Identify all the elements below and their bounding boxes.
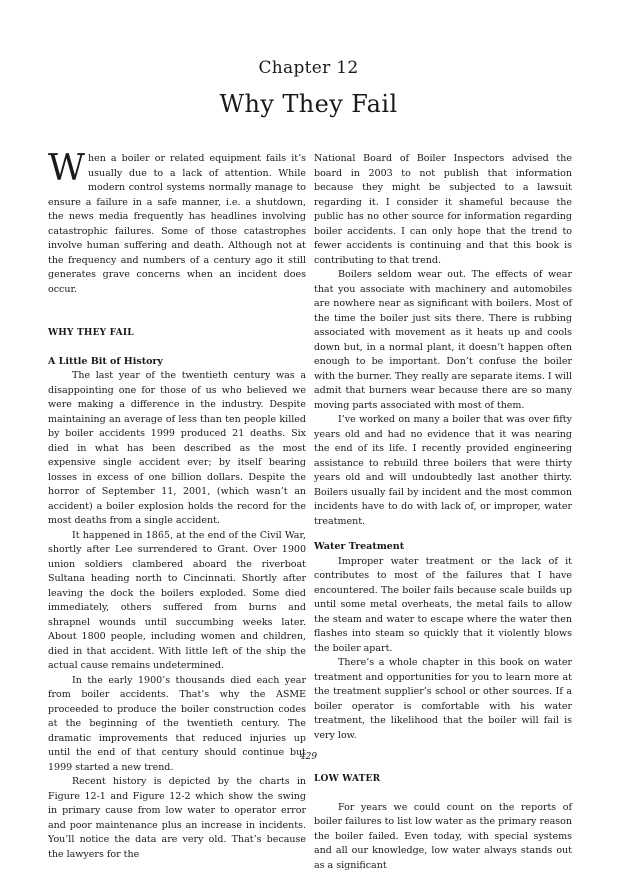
paragraph: I’ve worked on many a boiler that was over fifty years old and had no evidence that it was nearing the end of its life. I recently provided engineering assistance to rebuild three boilers that were thirty years old and will undoubtedly last another thirty. Boilers usually fail by incident and the most common incidents have to do with lack of, or improper, water treatment. xyxy=(314,413,572,529)
paragraph: The last year of the twentieth century was a disappointing one for those of us who believed we were making a difference in the industry. Despite maintaining an average of less than ten people killed by boiler accidents 1999 produced 21 deaths. Six died in what has been described as the most expensive single accident ever; by itself bearing losses in excess of one billion dollars. Despite the horror of September 11, 2001, (which wasn’t an accident) a boiler explosion holds the record for the most deaths from a single accident. xyxy=(48,369,306,529)
chapter-title: Why They Fail xyxy=(0,90,617,118)
paragraph: For years we could count on the reports of boiler failures to list low water as the primary reason the boiler failed. Even today, with special systems and all our knowledge, low water always stands out as a significant xyxy=(314,801,572,873)
right-column xyxy=(314,152,572,873)
chapter-label: Chapter 12 xyxy=(0,58,617,78)
paragraph: Improper water treatment or the lack of it contributes to most of the failures that I have encountered. The boiler fails because scale builds up until some metal overheats, the metal fails to allow the steam and water to escape where the water then flashes into steam so quickly that it violently blows the boiler apart. xyxy=(314,555,572,657)
intro-text: hen a boiler or related equipment fails it’s usually due to a lack of attention. While modern control systems normally manage to ensure a failure in a safe manner, i.e. a shutdown, the news media frequently has headlines involving catastrophic failures. Some of those catastrophes involve human suffering and death. Although not at the frequency and numbers of a century ago it still generates grave concerns when an incident does occur. xyxy=(48,153,306,295)
page-number: 429 xyxy=(0,752,617,762)
paragraph: It happened in 1865, at the end of the Civil War, shortly after Lee surrendered to Grant. Over 1900 union soldiers clambered aboard the riverboat Sultana heading north to Cincinnati. Shortly after leaving the dock the boilers exploded. Some died immediately, others suffered from burns and shrapnel wounds until succumbing weeks later. About 1800 people, including women and children, died in that accident. With little left of the ship the actual cause remains undetermined. xyxy=(48,529,306,674)
paragraph: Recent history is depicted by the charts in Figure 12-1 and Figure 12-2 which show the swing in primary cause from low water to operator error and poor maintenance plus an increase in incidents. You’ll notice the data are very old. That’s because the lawyers for the xyxy=(48,775,306,862)
paragraph: There’s a whole chapter in this book on water treatment and opportunities for you to learn more at the treatment supplier’s school or other sources. If a boiler operator is comfortable with his water treatment, the likelihood that the boiler will fail is very low. xyxy=(314,656,572,743)
section-heading-why-they-fail: WHY THEY FAIL xyxy=(48,326,306,341)
paragraph: In the early 1900’s thousands died each year from boiler accidents. That’s why the ASME proceeded to produce the boiler construction codes at the beginning of the twentieth century. The dramatic improvements that reduced injuries up until the end of that century should continue but 1999 started a new trend. xyxy=(48,674,306,776)
section-heading-low-water: LOW WATER xyxy=(314,772,572,787)
subheading-history: A Little Bit of History xyxy=(48,355,306,370)
subheading-water-treatment: Water Treatment xyxy=(314,540,572,555)
intro-paragraph xyxy=(48,152,306,297)
paragraph: Boilers seldom wear out. The effects of wear that you associate with machinery and automobiles are nowhere near as significant with boilers. Most of the time the boiler just sits there. There is rubbing associated with movement as it heats up and cools down but, in a normal plant, it doesn’t happen often enough to be important. Don’t confuse the boiler with the burner. They really are separate items. I will admit that burners wear because there are so many moving parts associated with most of them. xyxy=(314,268,572,413)
continuation-paragraph: National Board of Boiler Inspectors advised the board in 2003 to not publish that information because they might be subjected to a lawsuit regarding it. I consider it shameful because the public has no other source for information regarding boiler accidents. I can only hope that the trend to fewer accidents is continuing and that this book is contributing to that trend. xyxy=(314,152,572,268)
drop-cap: W xyxy=(48,154,85,184)
